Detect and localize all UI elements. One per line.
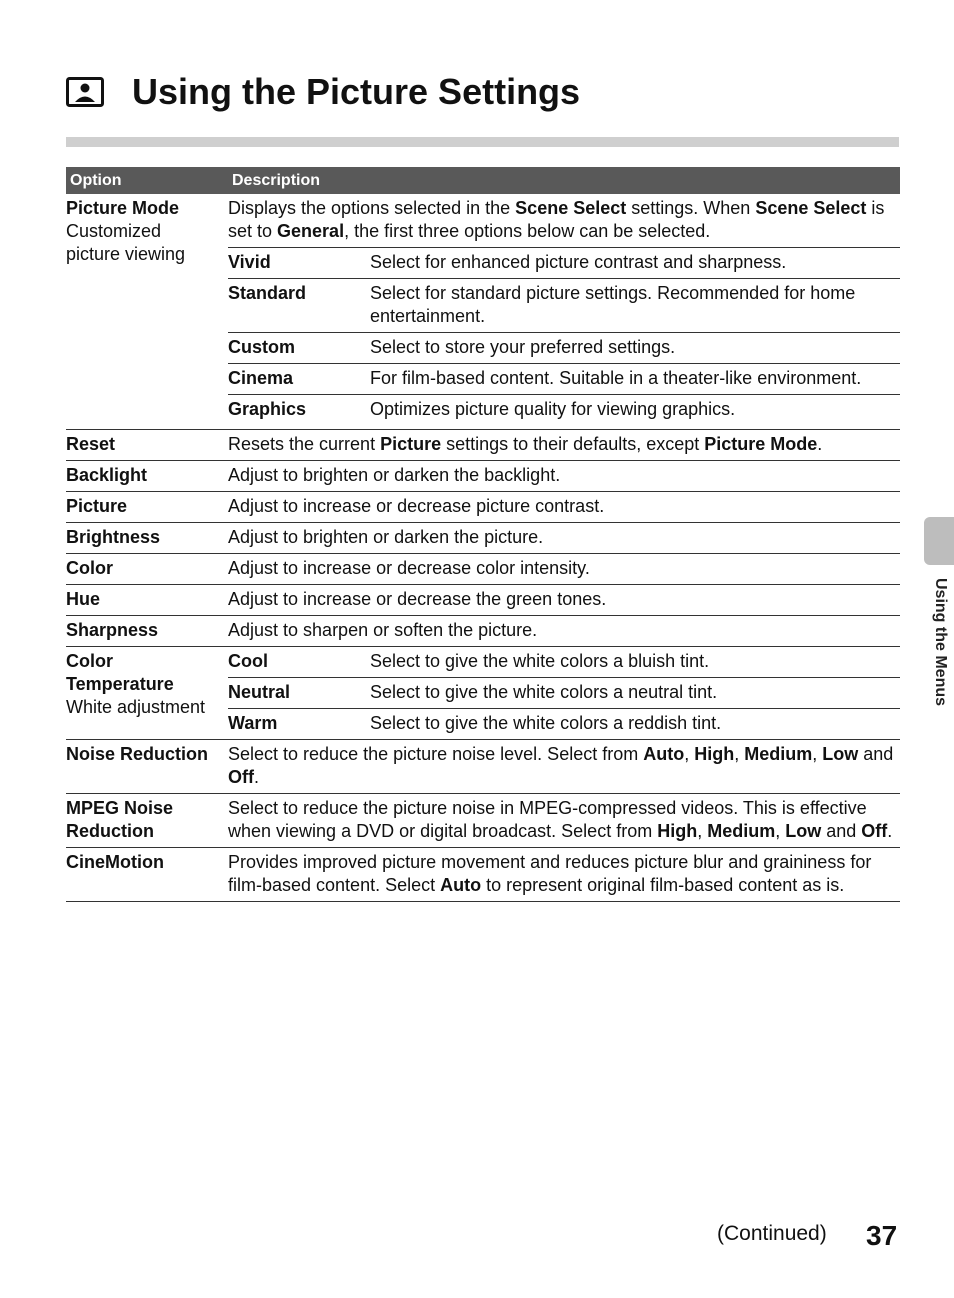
sub-option-name: Warm: [228, 709, 370, 740]
option-cell: [66, 194, 228, 430]
sub-row: [228, 364, 900, 395]
page-title: Using the Picture Settings: [132, 71, 581, 112]
option-cell: [66, 616, 228, 647]
sub-row: [228, 709, 900, 740]
column-header-description: Description: [228, 167, 900, 194]
option-cell: [66, 794, 228, 848]
table-row: [66, 647, 900, 740]
description-cell: Resets the current Picture settings to their defaults, except Picture Mode.: [228, 430, 900, 461]
description-cell: Adjust to increase or decrease the green tones.: [228, 585, 900, 616]
sub-option-name: Neutral: [228, 678, 370, 709]
description-cell: Adjust to brighten or darken the picture.: [228, 523, 900, 554]
sub-option-desc: Select to give the white colors a bluish tint.: [370, 651, 710, 671]
table-row: [66, 616, 900, 647]
table-row: [66, 585, 900, 616]
description-text: Displays the options selected in the Scene Select settings. When Scene Select is set to General, the first three options below can be selected.: [228, 198, 885, 241]
sub-row: [228, 279, 900, 333]
option-subtitle: picture viewing: [66, 244, 186, 264]
sub-option-name: Standard: [228, 279, 370, 333]
description-cell: [228, 647, 900, 740]
sub-option-desc: Select to give the white colors a reddish tint.: [370, 709, 900, 740]
section-tab-marker: [924, 517, 954, 565]
sub-option-name: Cinema: [228, 364, 370, 395]
sub-option-desc: For film-based content. Suitable in a theater-like environment.: [370, 364, 900, 395]
option-name: Noise Reduction: [66, 744, 209, 764]
picture-settings-icon: [66, 77, 104, 107]
option-name: Hue: [66, 589, 101, 609]
sub-option-name: Graphics: [228, 395, 370, 426]
option-cell: [66, 848, 228, 902]
page-heading: [66, 66, 580, 118]
description-cell: Select to reduce the picture noise in MPEG-compressed videos. This is effective when viewing a DVD or digital broadcast. Select from High, Medium, Low and Off.: [228, 794, 900, 848]
option-cell: [66, 430, 228, 461]
table-header-row: [66, 167, 900, 194]
option-name: Color: [66, 558, 113, 578]
description-cell: Adjust to increase or decrease picture contrast.: [228, 492, 900, 523]
table-row: [66, 554, 900, 585]
sub-row: [228, 678, 900, 709]
column-header-option: Option: [66, 167, 228, 194]
option-cell: [66, 461, 228, 492]
option-name: Brightness: [66, 527, 161, 547]
table-row: [66, 492, 900, 523]
option-name: Picture: [66, 496, 128, 516]
option-name: Sharpness: [66, 620, 159, 640]
table-row: [66, 461, 900, 492]
description-cell: Provides improved picture movement and reduces picture blur and graininess for film-based content. Select Auto to represent original film-based content as is.: [228, 848, 900, 902]
description-cell: Adjust to sharpen or soften the picture.: [228, 616, 900, 647]
table-row: [66, 194, 900, 430]
option-name: Reset: [66, 434, 116, 454]
option-subtitle: Customized: [66, 221, 162, 241]
option-cell: [66, 523, 228, 554]
sub-row: [228, 248, 900, 279]
option-subtitle: White adjustment: [66, 697, 206, 717]
sub-option-name: Cool: [228, 651, 268, 671]
option-name: Picture Mode: [66, 198, 180, 218]
title-divider: [66, 137, 899, 147]
table-row: [66, 740, 900, 794]
table-row: [66, 794, 900, 848]
sub-option-desc: Optimizes picture quality for viewing graphics.: [370, 395, 900, 426]
option-name: Temperature: [66, 674, 174, 694]
option-name: CineMotion: [66, 852, 164, 872]
picture-settings-table: [66, 167, 900, 902]
option-name: MPEG Noise: [66, 798, 174, 818]
sub-option-desc: Select to give the white colors a neutral tint.: [370, 678, 900, 709]
sub-row: [228, 333, 900, 364]
sub-row: [228, 395, 900, 426]
description-cell: [228, 194, 900, 430]
table-row: [66, 430, 900, 461]
page-number: 37: [866, 1220, 898, 1251]
option-name: Backlight: [66, 465, 148, 485]
sub-option-desc: Select to store your preferred settings.: [370, 333, 900, 364]
sub-option-desc: Select for standard picture settings. Recommended for home entertainment.: [370, 279, 900, 333]
option-cell: [66, 585, 228, 616]
option-cell: [66, 740, 228, 794]
sub-option-name: Vivid: [228, 248, 370, 279]
section-tab-label: Using the Menus: [932, 578, 949, 707]
table-row: [66, 523, 900, 554]
option-name: Reduction: [66, 821, 154, 841]
option-name: Color: [66, 651, 113, 671]
continued-label: (Continued): [717, 1222, 827, 1245]
option-cell: [66, 492, 228, 523]
picture-mode-options: [228, 247, 900, 425]
sub-row: [228, 647, 900, 678]
option-cell: [66, 647, 228, 740]
option-cell: [66, 554, 228, 585]
sub-option-name: Custom: [228, 333, 370, 364]
description-cell: Adjust to brighten or darken the backlight.: [228, 461, 900, 492]
description-cell: Adjust to increase or decrease color intensity.: [228, 554, 900, 585]
description-cell: Select to reduce the picture noise level. Select from Auto, High, Medium, Low and Off.: [228, 740, 900, 794]
sub-option-desc: Select for enhanced picture contrast and sharpness.: [370, 248, 900, 279]
color-temperature-options: [228, 647, 900, 739]
table-row: [66, 848, 900, 902]
